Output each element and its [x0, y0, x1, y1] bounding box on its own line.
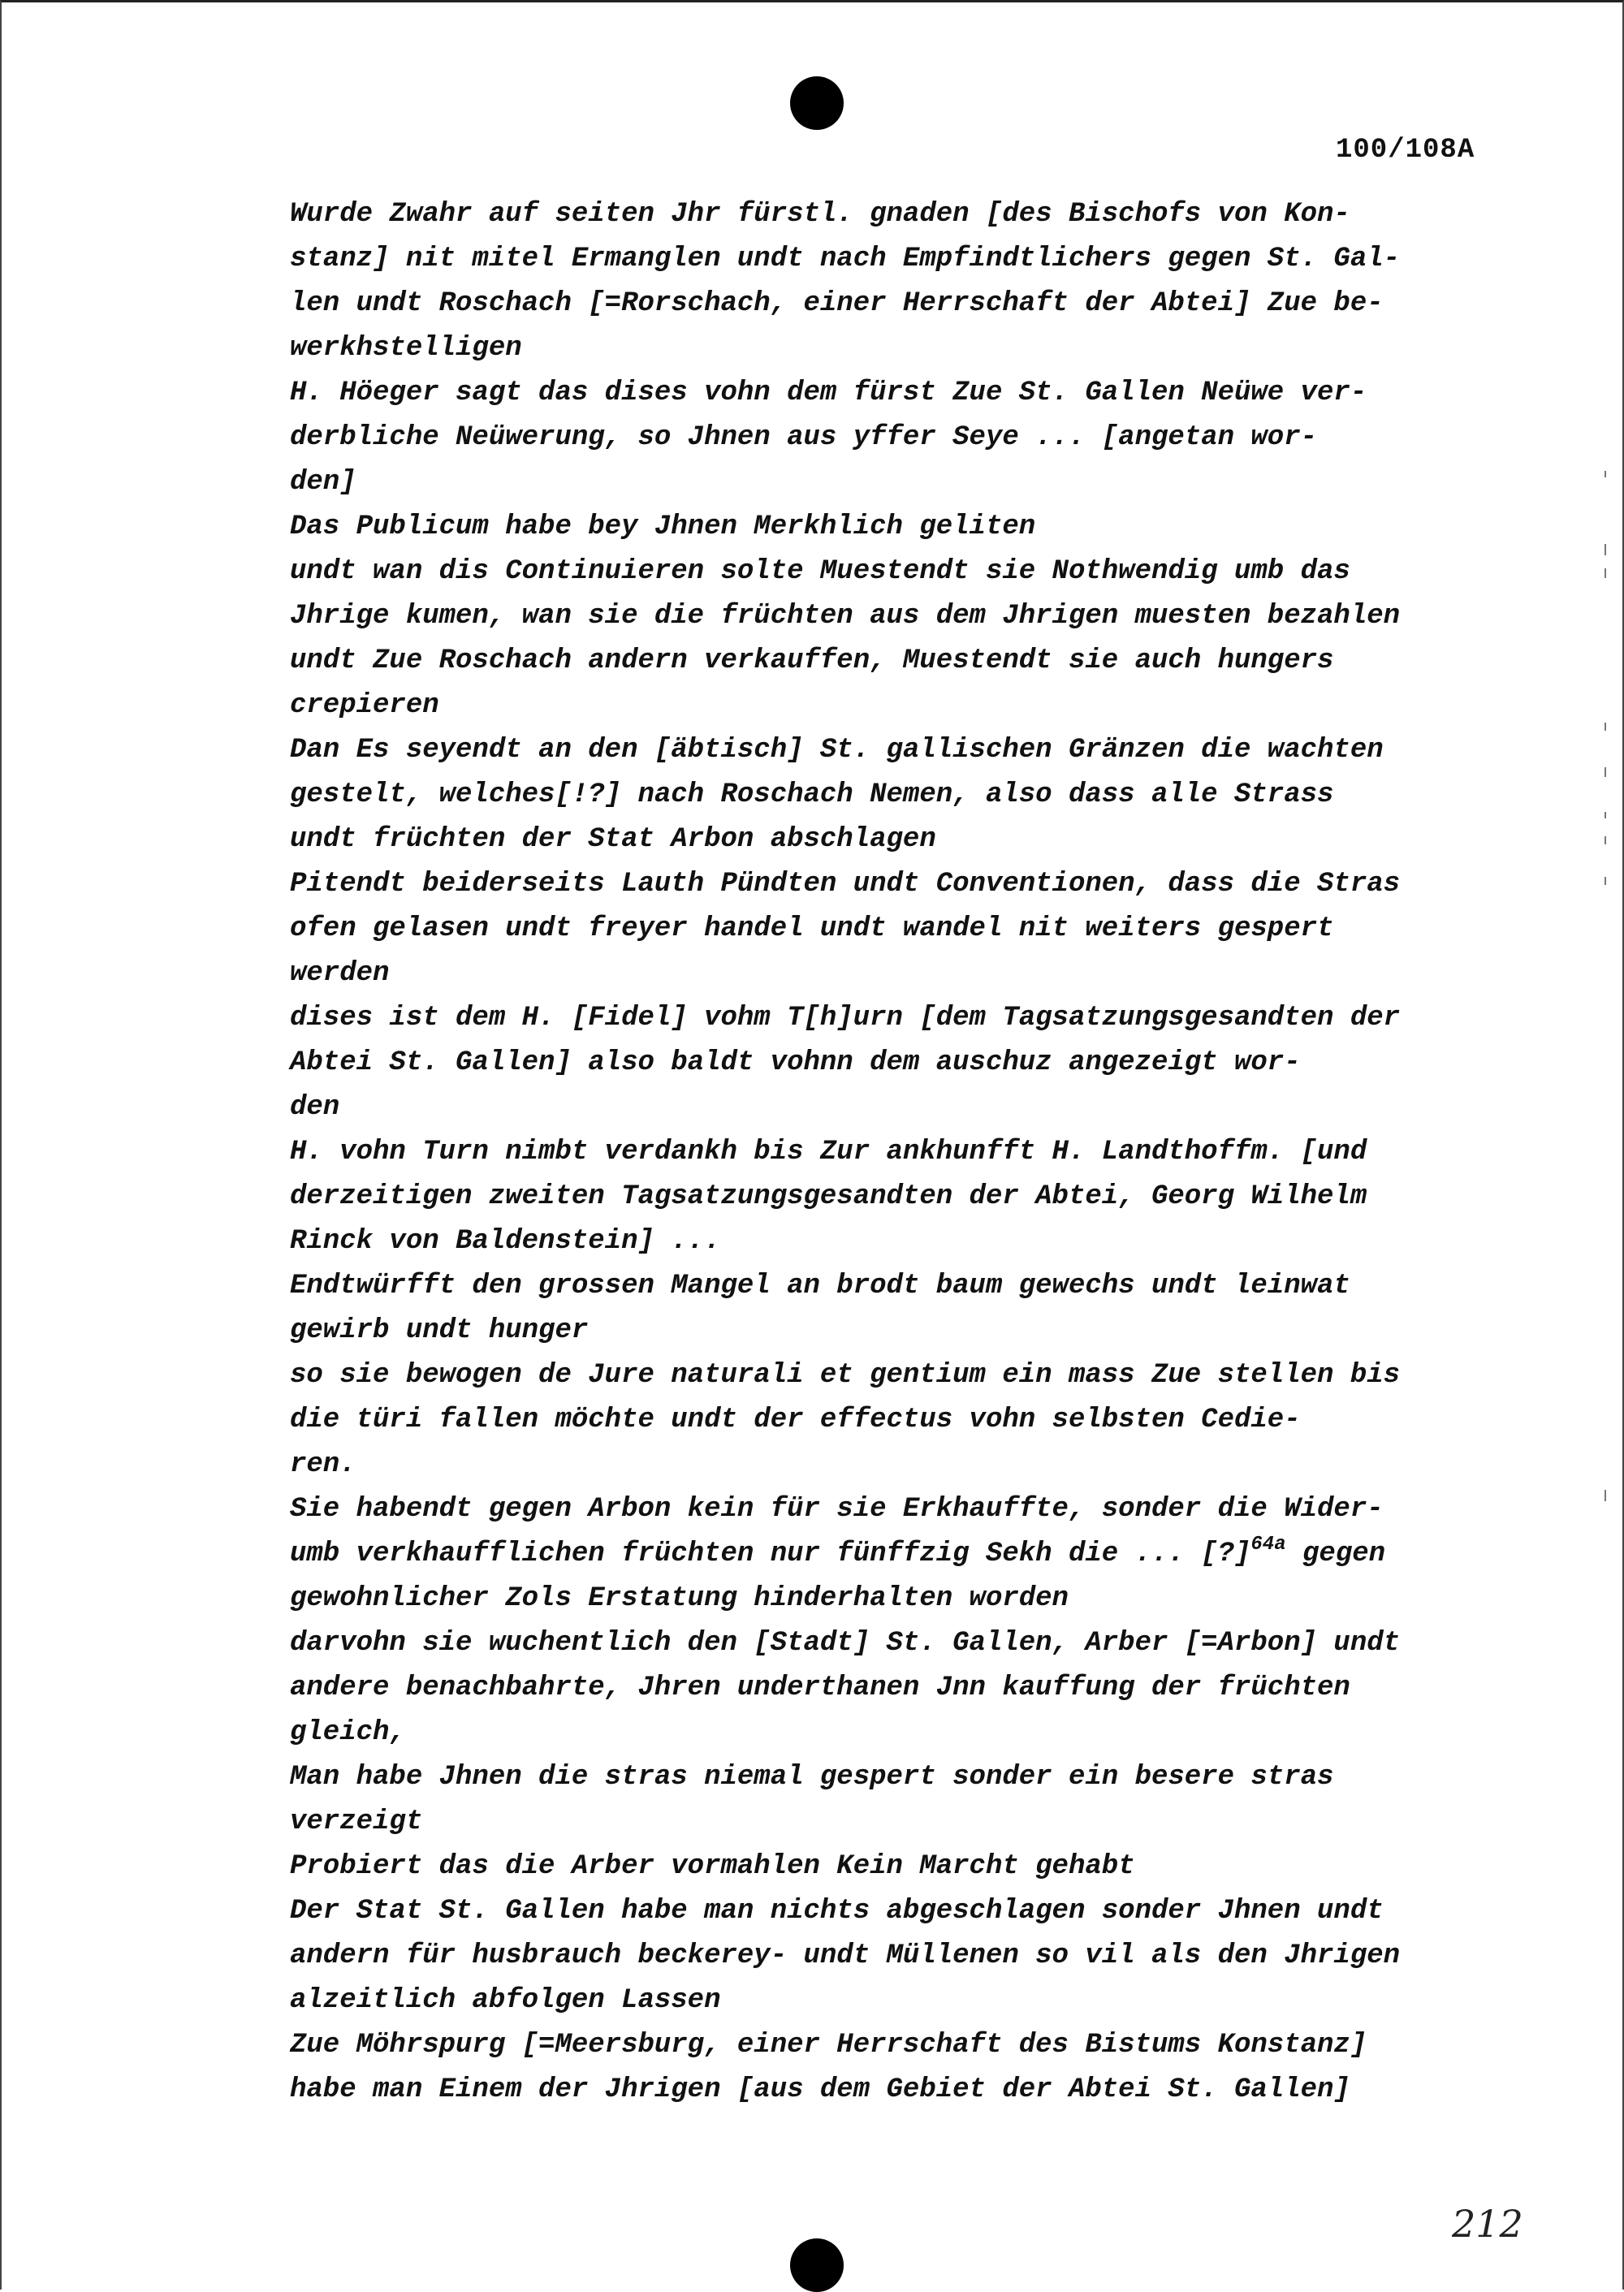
text-line: gleich,: [290, 1717, 406, 1748]
punch-hole-top: [790, 76, 844, 130]
margin-scan-marks: [1598, 455, 1614, 1591]
text-line: Man habe Jhnen die stras niemal gespert sonder ein besere stras: [290, 1762, 1334, 1793]
transcription-text: [290, 192, 1605, 2113]
text-line: ofen gelasen undt freyer handel undt wandel nit weiters gespert: [290, 913, 1334, 944]
text-line: darvohn sie wuchentlich den [Stadt] St. Gallen, Arber [=Arbon] undt: [290, 1628, 1401, 1659]
text-line: Pitendt beiderseits Lauth Pündten undt Conventionen, dass die Stras: [290, 869, 1401, 900]
footnote-marker: 64a: [1250, 1534, 1286, 1556]
text-line: Wurde Zwahr auf seiten Jhr fürstl. gnaden [des Bischofs von Kon-: [290, 199, 1350, 230]
text-line: Rinck von Baldenstein] ...: [290, 1226, 721, 1257]
text-line: gewohnlicher Zols Erstatung hinderhalten worden: [290, 1583, 1069, 1614]
text-line: dises ist dem H. [Fidel] vohm T[h]urn [dem Tagsatzungsgesandten der: [290, 1003, 1401, 1034]
scan-mark: [1605, 723, 1606, 731]
text-line: Endtwürfft den grossen Mangel an brodt baum gewechs undt leinwat: [290, 1271, 1350, 1301]
page-reference: 100/108A: [1336, 135, 1475, 166]
text-line: len undt Roschach [=Rorschach, einer Herrschaft der Abtei] Zue be-: [290, 288, 1384, 319]
scan-mark: [1605, 544, 1606, 555]
text-line: Dan Es seyendt an den [äbtisch] St. gallischen Gränzen die wachten: [290, 735, 1384, 766]
text-line: derbliche Neüwerung, so Jhnen aus yffer Seye ... [angetan wor-: [290, 422, 1318, 453]
text-line: verzeigt: [290, 1806, 423, 1837]
text-line: stanz] nit mitel Ermanglen undt nach Empfindtlichers gegen St. Gal-: [290, 244, 1401, 274]
text-line: gestelt, welches[!?] nach Roschach Nemen, also dass alle Strass: [290, 779, 1334, 810]
text-line: undt früchten der Stat Arbon abschlagen: [290, 824, 936, 855]
text-line: H. vohn Turn nimbt verdankh bis Zur ankhunfft H. Landthoffm. [und: [290, 1137, 1367, 1168]
folio-number: 212: [1452, 2202, 1523, 2246]
text-line: Jhrige kumen, wan sie die früchten aus dem Jhrigen muesten bezahlen: [290, 601, 1401, 632]
text-line: so sie bewogen de Jure naturali et gentium ein mass Zue stellen bis: [290, 1360, 1401, 1391]
text-line: ren.: [290, 1449, 356, 1480]
text-line: Der Stat St. Gallen habe man nichts abgeschlagen sonder Jhnen undt: [290, 1896, 1384, 1927]
scan-mark: [1605, 568, 1606, 578]
scan-mark: [1605, 836, 1606, 844]
text-line: Zue Möhrspurg [=Meersburg, einer Herrschaft des Bistums Konstanz]: [290, 2030, 1367, 2061]
text-line: werden: [290, 958, 390, 989]
punch-hole-bottom: [790, 2238, 844, 2292]
text-line: undt Zue Roschach andern verkauffen, Muestendt sie auch hungers: [290, 645, 1334, 676]
scan-mark: [1605, 812, 1606, 818]
scan-mark: [1605, 877, 1606, 885]
text-line: gewirb undt hunger: [290, 1315, 589, 1346]
text-line: alzeitlich abfolgen Lassen: [290, 1985, 721, 2016]
scan-mark: [1605, 767, 1606, 777]
text-line: Probiert das die Arber vormahlen Kein Marcht gehabt: [290, 1851, 1135, 1882]
text-line: H. Höeger sagt das dises vohn dem fürst Zue St. Gallen Neüwe ver-: [290, 378, 1367, 408]
text-segment: umb verkhaufflichen früchten nur fünffzig Sekh die ... [?]: [290, 1539, 1251, 1569]
scan-mark: [1605, 1490, 1606, 1501]
scan-mark: [1605, 471, 1606, 477]
text-line: andere benachbahrte, Jhren underthanen Jnn kauffung der früchten: [290, 1673, 1350, 1703]
text-line: den]: [290, 467, 356, 498]
text-line: werkhstelligen: [290, 333, 522, 364]
text-line: crepieren: [290, 690, 439, 721]
text-line: Das Publicum habe bey Jhnen Merkhlich geliten: [290, 511, 1036, 542]
text-line: andern für husbrauch beckerey- undt Müllenen so vil als den Jhrigen: [290, 1940, 1401, 1971]
text-line: den: [290, 1092, 340, 1123]
text-line: die türi fallen möchte undt der effectus vohn selbsten Cedie-: [290, 1405, 1301, 1435]
text-line: undt wan dis Continuieren solte Muestendt sie Nothwendig umb das: [290, 556, 1350, 587]
text-segment: gegen: [1285, 1539, 1386, 1569]
text-line: habe man Einem der Jhrigen [aus dem Gebiet der Abtei St. Gallen]: [290, 2074, 1350, 2105]
text-line-with-footnote: [290, 1532, 1605, 1577]
text-line: Sie habendt gegen Arbon kein für sie Erkhaufft​e, sonder die Wider-: [290, 1494, 1384, 1525]
text-line: derzeitigen zweiten Tagsatzungsgesandten der Abtei, Georg Wilhelm: [290, 1181, 1367, 1212]
text-line: Abtei St. Gallen] also baldt vohnn dem auschuz angezeigt wor-: [290, 1047, 1301, 1078]
